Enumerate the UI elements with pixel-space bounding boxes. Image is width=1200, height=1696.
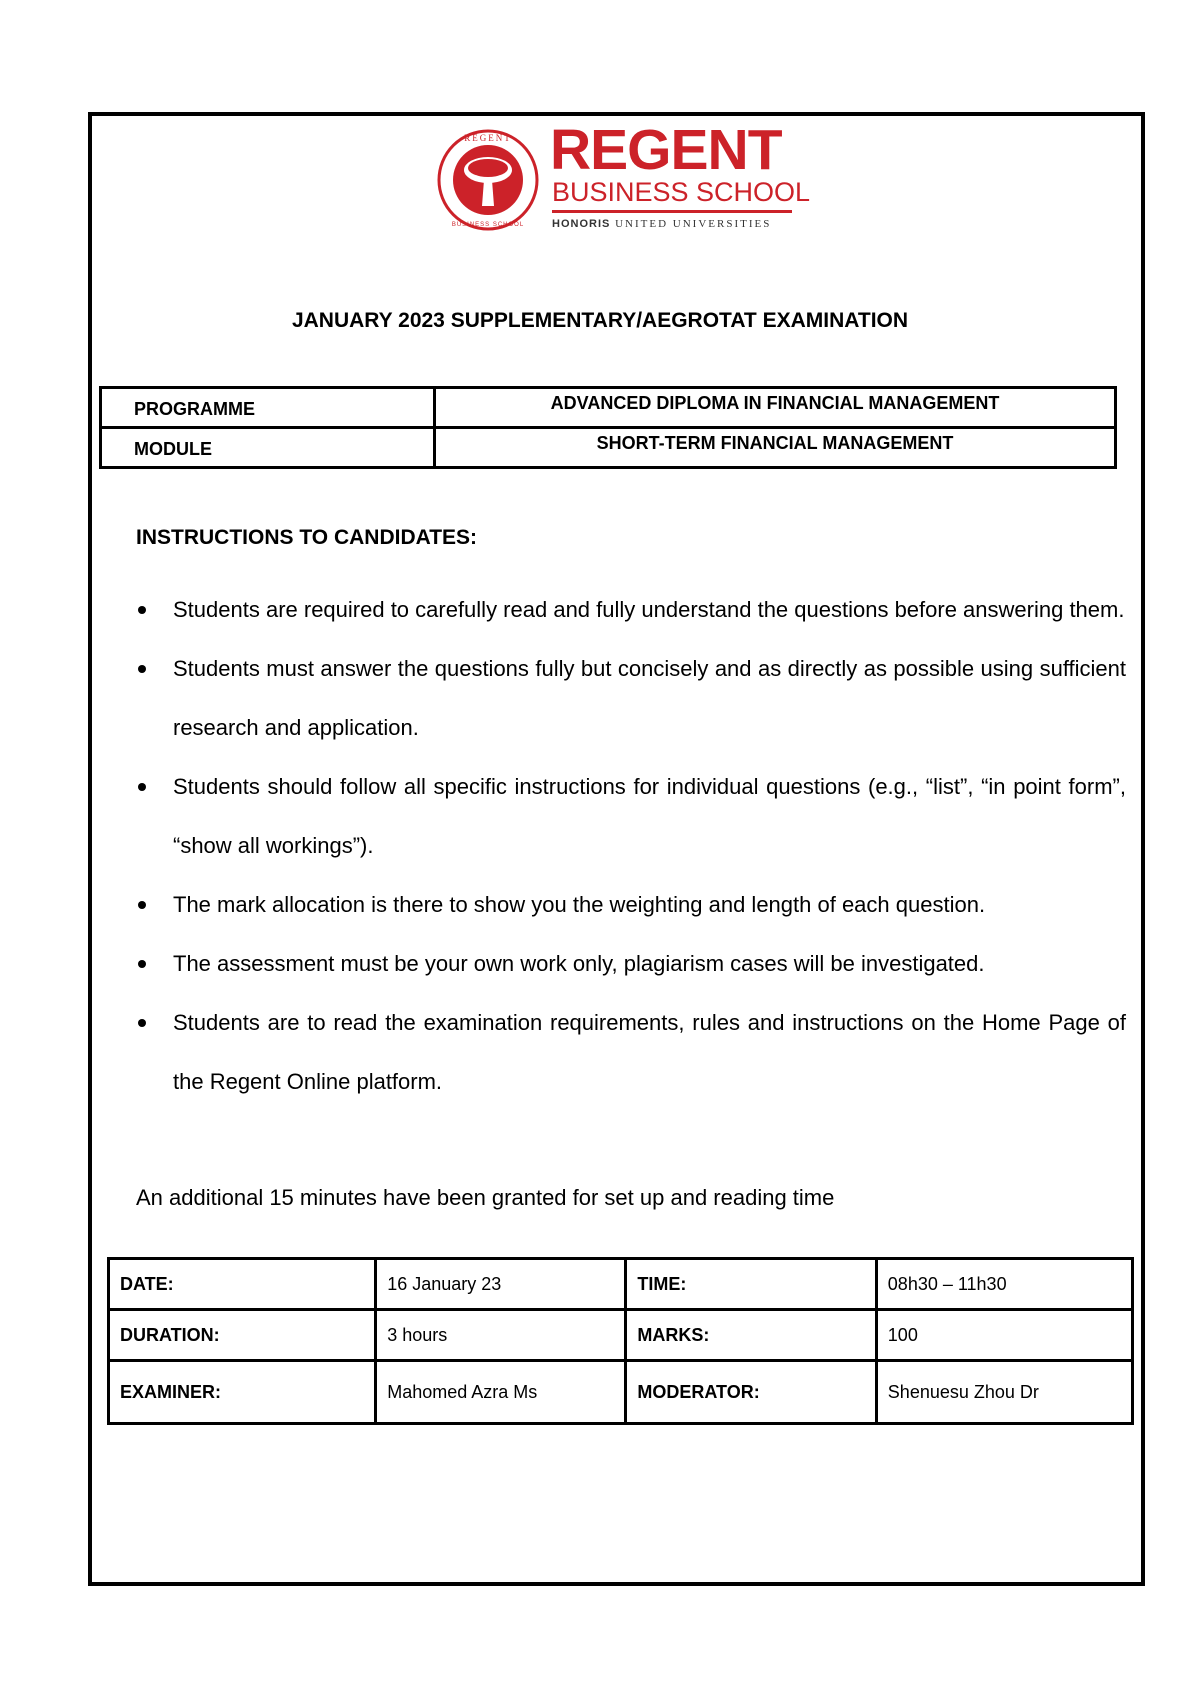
table-row bbox=[109, 1310, 1133, 1361]
logo-tag-rest: UNITED UNIVERSITIES bbox=[615, 218, 772, 230]
time-value: 08h30 – 11h30 bbox=[876, 1259, 1132, 1310]
list-item: Students are to read the examination requirements, rules and instructions on the Home Page of the Regent Online platform. bbox=[136, 993, 1126, 1111]
list-item: Students must answer the questions fully but concisely and as directly as possible using sufficient research and application. bbox=[136, 639, 1126, 757]
date-value: 16 January 23 bbox=[376, 1259, 626, 1310]
list-item: Students should follow all specific instructions for individual questions (e.g., “list”, “in point form”, “show all workings”). bbox=[136, 757, 1126, 875]
duration-label: DURATION: bbox=[109, 1310, 376, 1361]
regent-logo bbox=[436, 118, 811, 234]
logo-tag-bold: HONORIS bbox=[552, 218, 611, 230]
examiner-label: EXAMINER: bbox=[109, 1361, 376, 1424]
exam-details-table bbox=[107, 1257, 1134, 1425]
exam-title: JANUARY 2023 SUPPLEMENTARY/AEGROTAT EXAMINATION bbox=[291, 309, 909, 332]
module-label: MODULE bbox=[101, 428, 435, 468]
logo-rule bbox=[552, 210, 792, 213]
table-row bbox=[101, 388, 1116, 428]
instructions-heading: INSTRUCTIONS TO CANDIDATES: bbox=[136, 526, 478, 549]
additional-time-note: An additional 15 minutes have been granted for set up and reading time bbox=[136, 1185, 835, 1210]
time-label: TIME: bbox=[626, 1259, 876, 1310]
programme-label: PROGRAMME bbox=[101, 388, 435, 428]
logo-tagline bbox=[552, 218, 771, 230]
duration-value: 3 hours bbox=[376, 1310, 626, 1361]
table-row bbox=[109, 1259, 1133, 1310]
programme-value: ADVANCED DIPLOMA IN FINANCIAL MANAGEMENT bbox=[435, 388, 1116, 428]
date-label: DATE: bbox=[109, 1259, 376, 1310]
svg-text:BUSINESS SCHOOL: BUSINESS SCHOOL bbox=[451, 222, 525, 228]
module-value: SHORT-TERM FINANCIAL MANAGEMENT bbox=[435, 428, 1116, 468]
examiner-value: Mahomed Azra Ms bbox=[376, 1361, 626, 1424]
programme-module-table bbox=[99, 386, 1117, 469]
table-row bbox=[109, 1361, 1133, 1424]
list-item: Students are required to carefully read and fully understand the questions before answering them. bbox=[136, 580, 1126, 639]
marks-value: 100 bbox=[876, 1310, 1132, 1361]
logo-subtitle: BUSINESS SCHOOL bbox=[552, 177, 811, 207]
table-row bbox=[101, 428, 1116, 468]
moderator-label: MODERATOR: bbox=[626, 1361, 876, 1424]
logo-wordmark: REGENT bbox=[550, 118, 782, 182]
marks-label: MARKS: bbox=[626, 1310, 876, 1361]
list-item: The mark allocation is there to show you the weighting and length of each question. bbox=[136, 875, 1126, 934]
regent-seal-icon bbox=[436, 128, 540, 232]
list-item: The assessment must be your own work only, plagiarism cases will be investigated. bbox=[136, 934, 1126, 993]
svg-text:REGENT: REGENT bbox=[464, 133, 512, 143]
moderator-value: Shenuesu Zhou Dr bbox=[876, 1361, 1132, 1424]
instructions-list bbox=[136, 580, 1126, 1111]
